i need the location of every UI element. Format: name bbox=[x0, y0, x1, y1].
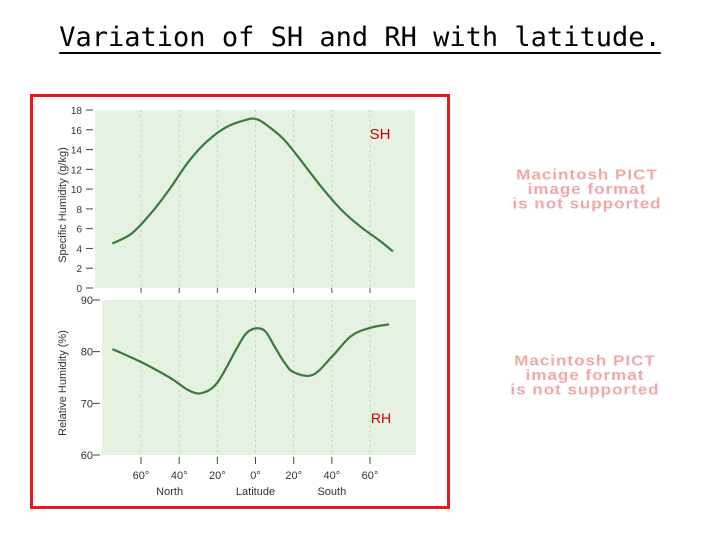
x-tick-label: 40° bbox=[170, 470, 188, 482]
x-tick-label: 20° bbox=[209, 470, 226, 482]
pict-line: is not supported bbox=[510, 381, 660, 399]
series-label-sh: SH bbox=[369, 126, 391, 143]
y-tick-label: 90 bbox=[80, 295, 93, 307]
pict-line: Macintosh PICT bbox=[514, 352, 656, 370]
x-tick-label: 60° bbox=[361, 470, 379, 482]
y-tick-label: 12 bbox=[70, 165, 82, 177]
y-tick-label: 10 bbox=[70, 185, 82, 197]
y-tick-label: 80 bbox=[80, 346, 93, 359]
x-tick-label: 40° bbox=[323, 470, 341, 482]
plot-area-sh bbox=[95, 110, 415, 288]
series-label-rh: RH bbox=[370, 410, 392, 426]
y-tick-label: 8 bbox=[76, 204, 82, 216]
x-group-label: Latitude bbox=[235, 486, 276, 498]
slide-title: Variation of SH and RH with latitude. bbox=[59, 22, 661, 53]
pict-placeholder-bottom bbox=[460, 354, 710, 397]
x-tick-label: 20° bbox=[285, 470, 302, 482]
x-tick-label: 0° bbox=[250, 470, 261, 482]
y-axis-label: Relative Humidity (%) bbox=[57, 330, 69, 436]
pict-placeholder-top bbox=[462, 168, 712, 211]
plot-area-rh bbox=[102, 300, 416, 455]
y-tick-label: 60 bbox=[80, 450, 93, 462]
y-tick-label: 14 bbox=[70, 145, 82, 157]
y-tick-label: 4 bbox=[76, 244, 82, 256]
y-tick-label: 0 bbox=[76, 284, 82, 295]
x-group-label: South bbox=[317, 486, 347, 498]
y-tick-label: 2 bbox=[76, 264, 82, 276]
y-tick-label: 16 bbox=[70, 125, 82, 137]
x-tick-label: 60° bbox=[132, 470, 150, 482]
pict-line: Macintosh PICT bbox=[516, 166, 658, 184]
y-axis-label: Specific Humidity (g/kg) bbox=[57, 147, 69, 263]
pict-line: image format bbox=[527, 181, 647, 198]
y-tick-label: 18 bbox=[70, 106, 82, 117]
y-tick-label: 70 bbox=[80, 398, 93, 411]
pict-line: image format bbox=[525, 367, 645, 384]
pict-line: is not supported bbox=[512, 195, 662, 213]
y-tick-label: 6 bbox=[76, 224, 82, 236]
x-group-label: North bbox=[156, 486, 184, 498]
